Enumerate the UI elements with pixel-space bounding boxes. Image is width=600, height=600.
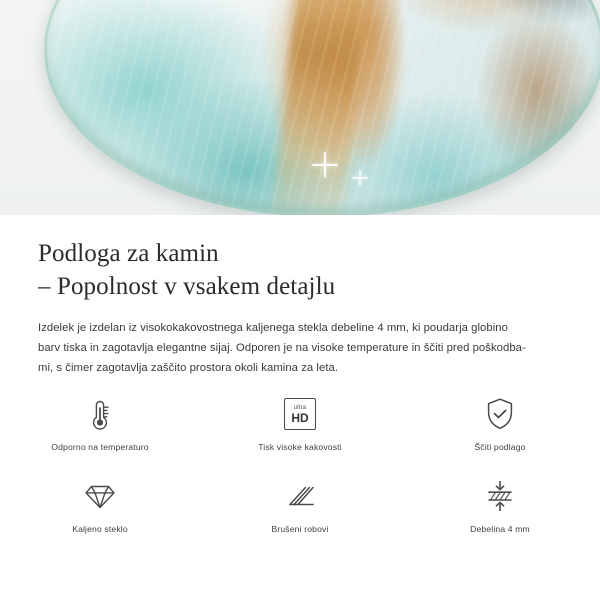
text-content <box>0 215 600 378</box>
polished-edges-icon <box>282 474 318 518</box>
hero-image <box>0 0 600 215</box>
description-line-1: Izdelek je izdelan iz visokokakovostnega kaljenega stekla debeline 4 mm, ki poudarja globino <box>38 322 508 334</box>
description-line-2: barv tiska in zagotavlja elegantne sijaj. Odporen je na visoke temperature in ščiti pred poškodba- <box>38 341 526 354</box>
shield-check-icon <box>482 392 518 436</box>
page-title-line-2: – Popolnost v vsakem detajlu <box>38 273 336 300</box>
thermometer-icon <box>83 392 117 436</box>
page-title-line-1: Podloga za kamin <box>38 240 219 267</box>
feature-temperature-resistant <box>0 392 200 470</box>
description-line-3: mi, s čimer zagotavlja zaščito prostora okoli kamina za leta. <box>38 361 339 374</box>
glass-mat-product <box>44 0 600 215</box>
feature-label: Kaljeno steklo <box>72 524 128 534</box>
diamond-icon <box>81 474 119 518</box>
feature-label: Tisk visoke kakovosti <box>258 442 342 452</box>
ultra-hd-badge-bottom: HD <box>291 410 309 425</box>
thickness-arrows-icon <box>481 474 519 518</box>
feature-grid <box>0 392 600 552</box>
feature-tempered-glass <box>0 474 200 552</box>
description-paragraph <box>0 303 600 378</box>
feature-label: Odporno na temperaturo <box>51 442 149 452</box>
feature-thickness <box>400 474 600 552</box>
feature-label: Brušeni robovi <box>271 524 329 534</box>
feature-polished-edges <box>200 474 400 552</box>
page-title <box>0 215 600 303</box>
feature-label: Debelina 4 mm <box>470 524 530 534</box>
feature-protects-surface <box>400 392 600 470</box>
ultra-hd-icon <box>284 392 316 436</box>
feature-high-quality-print <box>200 392 400 470</box>
marble-streaks <box>44 0 600 215</box>
ultra-hd-badge-top: ultra <box>293 404 307 411</box>
feature-label: Ščiti podlago <box>474 442 526 452</box>
